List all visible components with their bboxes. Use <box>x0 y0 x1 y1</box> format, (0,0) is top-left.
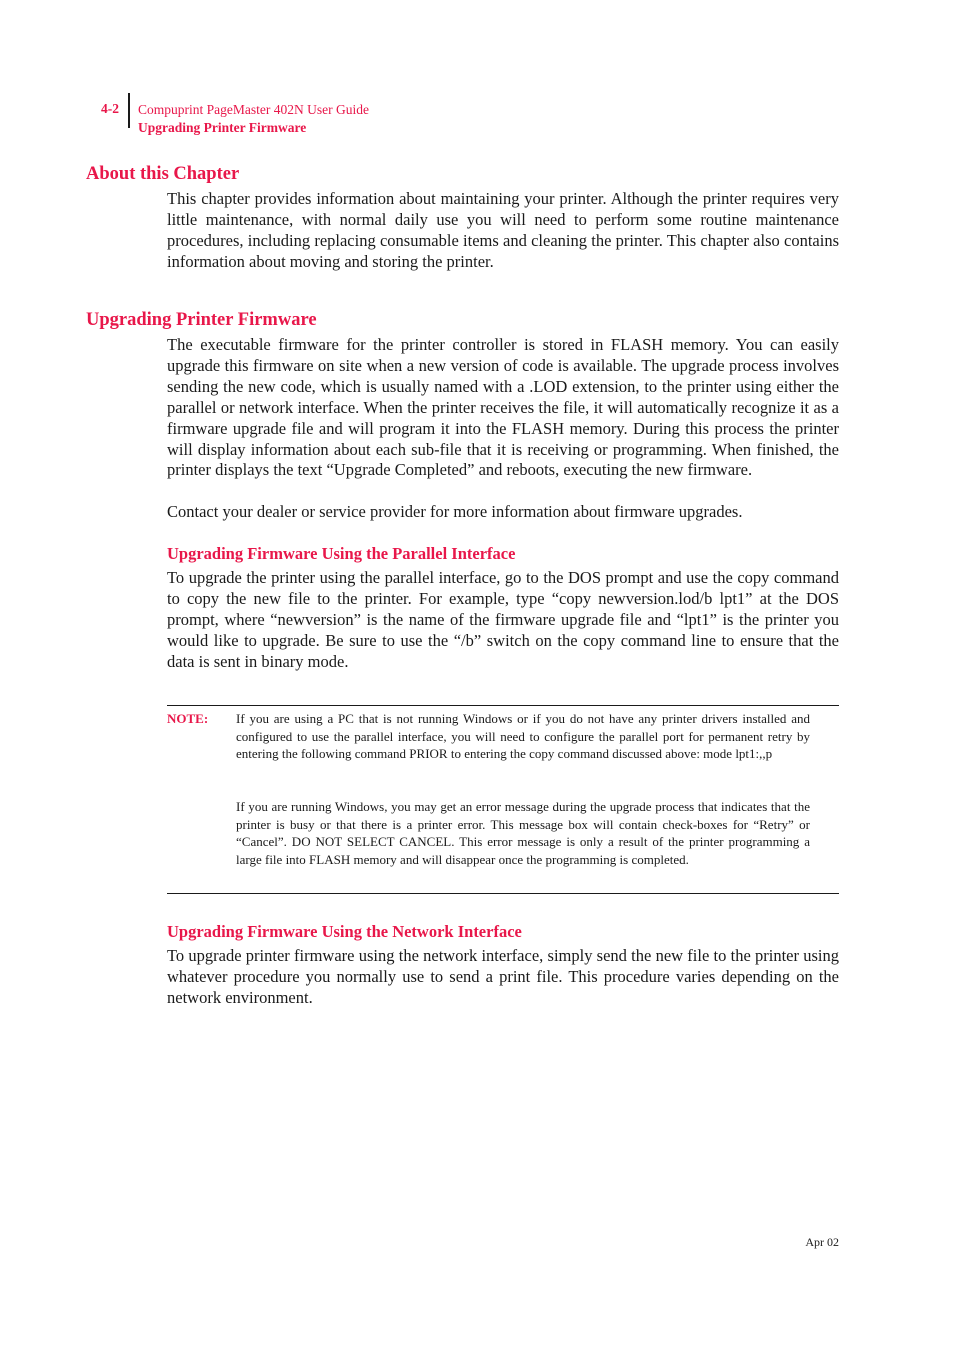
header-divider <box>128 93 130 128</box>
note-paragraph-2: If you are running Windows, you may get an error message during the upgrade process that indicates that the printer is busy or that there is a printer error. This message box will contain check-boxes for “Retry” or “Cancel”. DO NOT SELECT CANCEL. This error message is only a result of the printer programming a large file into FLASH memory and will disappear once the programming is completed. <box>236 799 810 867</box>
note-label: NOTE: <box>167 711 209 726</box>
upgrading-firmware-text: The executable firmware for the printer controller is stored in FLASH memory. You can easily upgrade this firmware on site when a new version of code is available. The upgrade process involves sending the new code, which is usually named with a .LOD extension, to the printer using either the parallel or network interface. When the printer receives the file, it will automatically recognize it as a firmware upgrade file and will program it into the FLASH memory. During this process the printer will display information about each sub-file that it is receiving or programming. When finished, the printer displays the text “Upgrade Completed” and reboots, executing the new firmware. <box>167 335 839 480</box>
guide-title: Compuprint PageMaster 402N User Guide <box>138 102 369 117</box>
heading-parallel-interface: Upgrading Firmware Using the Parallel Interface <box>167 544 516 563</box>
heading-upgrading-firmware: Upgrading Printer Firmware <box>86 310 317 330</box>
page-number: 4-2 <box>101 101 119 116</box>
note-box <box>167 705 839 894</box>
note-paragraph-1: If you are using a PC that is not running Windows or if you do not have any printer drivers installed and configured to use the parallel interface, you will need to configure the parallel port for permanent retry by entering the following command PRIOR to entering the copy command discussed above: mode lpt1:,,p <box>236 711 810 762</box>
about-chapter-text: This chapter provides information about maintaining your printer. Although the printer requires very little maintenance, with normal daily use you will need to perform some routine maintenance procedures, including replacing consumable items and cleaning the printer. This chapter also contains information about moving and storing the printer. <box>167 189 839 271</box>
heading-network-interface: Upgrading Firmware Using the Network Interface <box>167 922 522 941</box>
parallel-interface-text: To upgrade the printer using the parallel interface, go to the DOS prompt and use the copy command to copy the new file to the printer. For example, type “copy newversion.lod/b lpt1” at the DOS prompt, where “newversion” is the name of the firmware upgrade file and “lpt1” is the printer you would like to upgrade. Be sure to use the “/b” switch on the copy command line to ensure that the data is sent in binary mode. <box>167 568 839 671</box>
footer-date: Apr 02 <box>805 1235 839 1249</box>
running-head <box>138 101 369 137</box>
heading-about-chapter: About this Chapter <box>86 164 240 184</box>
contact-dealer-text: Contact your dealer or service provider for more information about firmware upgrades. <box>167 502 743 521</box>
running-section-title: Upgrading Printer Firmware <box>138 120 307 135</box>
network-interface-text: To upgrade printer firmware using the network interface, simply send the new file to the printer using whatever procedure you normally use to send a print file. This procedure varies depending on the network environment. <box>167 946 839 1007</box>
